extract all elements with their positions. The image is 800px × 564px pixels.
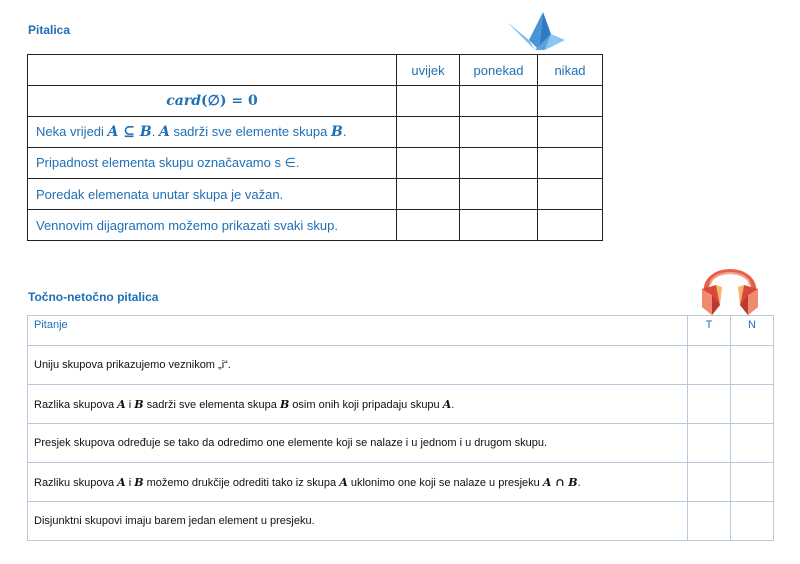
- answer-cell-uvijek[interactable]: [397, 117, 460, 148]
- answer-cell-n[interactable]: [731, 463, 774, 502]
- answer-cell-nikad[interactable]: [538, 179, 603, 210]
- answer-cell-n[interactable]: [731, 346, 774, 385]
- question-text: sadrži sve elemente skupa: [169, 124, 331, 139]
- answer-cell-t[interactable]: [688, 346, 731, 385]
- origami-crane-icon: [505, 10, 567, 54]
- question-text: Presjek skupova određuje se tako da odredimo one elemente koji se nalaze i u jednom i u drugom skupu.: [34, 437, 548, 449]
- question-cell: Poredak elemenata unutar skupa je važan.: [28, 179, 397, 210]
- pitalica-table: [27, 54, 603, 241]
- question-text: .: [342, 124, 347, 139]
- question-text: možemo drukčije odrediti tako iz skupa: [143, 476, 340, 489]
- answer-cell-uvijek[interactable]: [397, 148, 460, 179]
- math-text: (∅) = 0: [201, 93, 258, 109]
- header-ponekad: ponekad: [460, 55, 538, 86]
- math-text: A: [442, 397, 452, 411]
- question-text: Neka vrijedi: [36, 124, 108, 139]
- header-pitanje: Pitanje: [28, 316, 688, 346]
- question-text: osim onih koji pripadaju skupu: [289, 398, 443, 411]
- answer-cell-n[interactable]: [731, 424, 774, 463]
- question-text: Razliku skupova: [34, 476, 118, 489]
- table-row: [28, 86, 603, 117]
- answer-cell-nikad[interactable]: [538, 148, 603, 179]
- answer-cell-n[interactable]: [731, 385, 774, 424]
- question-cell: [28, 424, 688, 463]
- question-cell: [28, 385, 688, 424]
- answer-cell-ponekad[interactable]: [460, 210, 538, 241]
- math-text: B: [134, 397, 144, 411]
- question-text: i: [125, 476, 135, 489]
- question-cell: [28, 502, 688, 541]
- header-empty: [28, 55, 397, 86]
- math-text: A: [117, 397, 126, 411]
- answer-cell-ponekad[interactable]: [460, 148, 538, 179]
- table-row: [28, 424, 774, 463]
- question-cell: Vennovim dijagramom možemo prikazati svaki skup.: [28, 210, 397, 241]
- question-text: .: [451, 398, 455, 411]
- math-text: B: [134, 475, 144, 489]
- header-uvijek: uvijek: [397, 55, 460, 86]
- tocno-netocno-table: [27, 315, 774, 541]
- question-text: .: [577, 476, 581, 489]
- table-row: [28, 210, 603, 241]
- question-text: sadrži sve elementa skupa: [143, 398, 280, 411]
- answer-cell-nikad[interactable]: [538, 117, 603, 148]
- question-cell: [28, 86, 397, 117]
- question-cell: [28, 117, 397, 148]
- math-text: A ⊆ B: [107, 124, 152, 140]
- question-text: Disjunktni skupovi imaju barem jedan element u presjeku.: [34, 515, 315, 527]
- math-text: A ∩ B: [542, 475, 578, 489]
- math-text: card: [166, 93, 202, 109]
- table-row: [28, 148, 603, 179]
- question-cell: [28, 346, 688, 385]
- question-text: Uniju skupova prikazujemo veznikom „i“.: [34, 359, 231, 371]
- table-row: [28, 179, 603, 210]
- header-n: N: [731, 316, 774, 346]
- answer-cell-nikad[interactable]: [538, 86, 603, 117]
- answer-cell-n[interactable]: [731, 502, 774, 541]
- header-nikad: nikad: [538, 55, 603, 86]
- answer-cell-t[interactable]: [688, 502, 731, 541]
- headphones-icon: [698, 255, 762, 317]
- math-text: A: [158, 124, 170, 140]
- table-row: [28, 346, 774, 385]
- answer-cell-uvijek[interactable]: [397, 86, 460, 117]
- answer-cell-uvijek[interactable]: [397, 179, 460, 210]
- table-row: [28, 385, 774, 424]
- section-title-pitalica: Pitalica: [28, 23, 71, 37]
- answer-cell-nikad[interactable]: [538, 210, 603, 241]
- math-text: B: [330, 124, 343, 140]
- answer-cell-ponekad[interactable]: [460, 117, 538, 148]
- math-text: A: [339, 475, 348, 489]
- question-text: i: [125, 398, 135, 411]
- question-text: .: [151, 124, 159, 139]
- table-header-row: [28, 55, 603, 86]
- question-cell: [28, 463, 688, 502]
- math-text: B: [279, 397, 290, 411]
- table-header-row: [28, 316, 774, 346]
- question-cell: Pripadnost elementa skupu označavamo s ∈.: [28, 148, 397, 179]
- answer-cell-t[interactable]: [688, 424, 731, 463]
- question-text: Razlika skupova: [34, 398, 118, 411]
- math-text: A: [117, 475, 126, 489]
- answer-cell-t[interactable]: [688, 385, 731, 424]
- table-row: [28, 463, 774, 502]
- question-text: uklonimo one koji se nalaze u presjeku: [347, 476, 543, 489]
- answer-cell-t[interactable]: [688, 463, 731, 502]
- section-title-tocno-netocno: Točno-netočno pitalica: [28, 290, 159, 304]
- answer-cell-ponekad[interactable]: [460, 86, 538, 117]
- answer-cell-uvijek[interactable]: [397, 210, 460, 241]
- header-t: T: [688, 316, 731, 346]
- answer-cell-ponekad[interactable]: [460, 179, 538, 210]
- table-row: [28, 502, 774, 541]
- table-row: [28, 117, 603, 148]
